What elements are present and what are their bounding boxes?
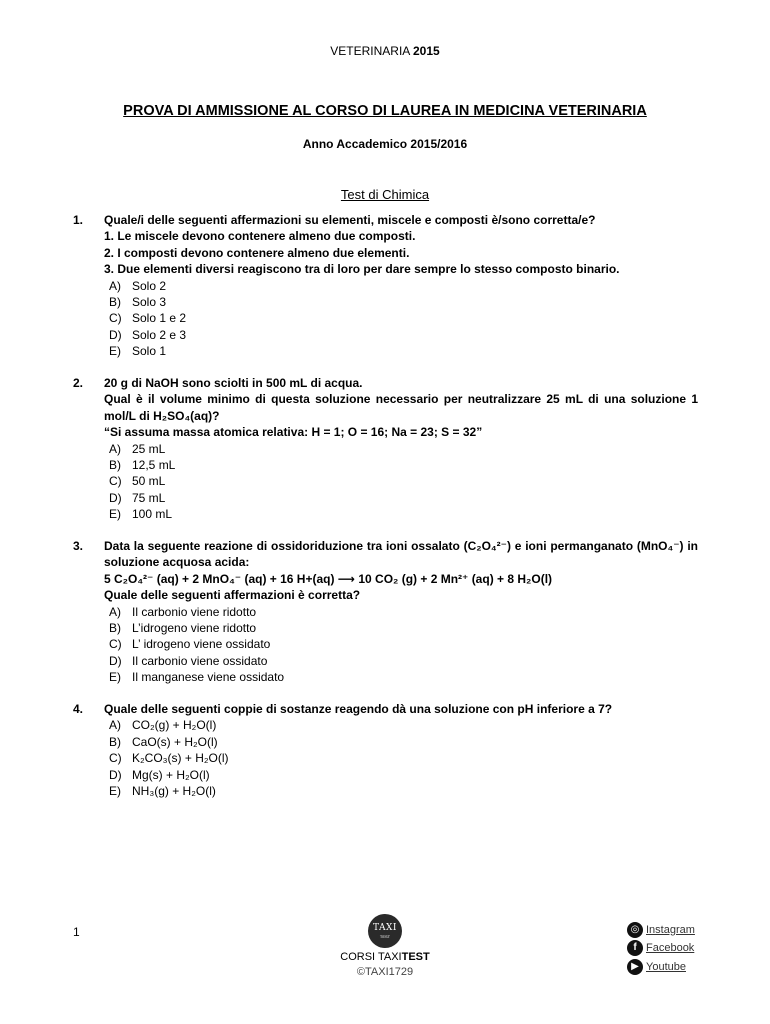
option-letter: C) [109,311,122,326]
option-text: 12,5 mL [132,458,176,473]
answer-option [104,620,698,636]
option-text: L’ idrogeno viene ossidato [132,637,271,652]
question-number: 4. [73,702,84,716]
section-title: Test di Chimica [340,187,430,202]
logo-text: TAXI [373,923,397,933]
question-stem: Qual è il volume minimo di questa soluzione necessario per neutralizzare 25 mL di una soluzione 1 mol/L di H₂SO₄(aq)? [104,392,698,423]
question-stem: 1. Le miscele devono contenere almeno due composti. [104,229,416,244]
option-letter: A) [109,441,121,456]
answer-option [104,669,698,685]
question-stem: Data la seguente reazione di ossidoriduzione tra ioni ossalato (C₂O₄²⁻) e ioni permanganato (MnO₄⁻) in soluzione acquosa acida: [104,539,698,570]
facebook-link[interactable]: Facebook [646,942,695,954]
answer-option [104,750,698,766]
answer-option [104,783,698,799]
answer-option [104,294,698,310]
answer-option [104,506,698,522]
option-text: K₂CO₃(s) + H₂O(l) [132,751,229,766]
option-text: Solo 2 e 3 [132,327,187,342]
answer-option [104,457,698,473]
facebook-icon: f [627,940,643,956]
answer-option [104,734,698,750]
logo-subtext: TEST [379,934,391,939]
question-stem: “Si assuma massa atomica relativa: H = 1; O = 16; Na = 23; S = 32” [104,425,483,440]
question-stem: Quale delle seguenti coppie di sostanze reagendo dà una soluzione con pH inferiore a 7? [104,702,613,716]
option-text: Solo 3 [132,295,167,310]
copyright: ©TAXI1729 [356,966,414,978]
page-title: PROVA DI AMMISSIONE AL CORSO DI LAUREA IN MEDICINA VETERINARIA [123,103,647,119]
option-text: CaO(s) + H₂O(l) [132,734,218,749]
running-header [0,44,770,58]
question-stem: Quale delle seguenti affermazioni è corretta? [104,588,361,603]
question-stem: 2. I composti devono contenere almeno due elementi. [104,245,410,260]
option-letter: C) [109,637,122,652]
answer-option [104,490,698,506]
option-letter: C) [109,751,122,766]
option-letter: D) [109,490,122,505]
answer-option [104,441,698,457]
answer-option [104,717,698,733]
option-letter: C) [109,474,122,489]
answer-option [104,636,698,652]
question-stem: 3. Due elementi diversi reagiscono tra di loro per dare sempre lo stesso composto binario. [104,262,620,277]
option-letter: E) [109,507,121,522]
option-text: 100 mL [132,507,173,522]
question-stem: 20 g di NaOH sono sciolti in 500 mL di acqua. [104,376,363,390]
option-letter: D) [109,327,122,342]
answer-option [104,310,698,326]
option-letter: B) [109,734,121,749]
option-letter: B) [109,621,121,636]
brand-bold: TEST [401,951,430,963]
header-year: 2015 [412,44,440,58]
option-letter: E) [109,344,121,359]
option-letter: A) [109,278,121,293]
option-letter: E) [109,784,121,799]
instagram-icon: ◎ [627,922,643,938]
option-text: CO₂(g) + H₂O(l) [132,718,217,733]
taxi-logo [368,914,402,948]
option-text: 50 mL [132,474,166,489]
academic-year: Anno Accademico 2015/2016 [302,137,468,151]
instagram-link[interactable]: Instagram [646,924,695,936]
answer-option [104,278,698,294]
option-text: Solo 1 e 2 [132,311,187,326]
option-letter: A) [109,718,121,733]
option-letter: A) [109,604,121,619]
youtube-link[interactable]: Youtube [646,961,686,973]
answer-option [104,653,698,669]
option-letter: D) [109,653,122,668]
option-letter: E) [109,670,121,685]
option-letter: D) [109,767,122,782]
option-letter: B) [109,295,121,310]
option-text: Solo 2 [132,278,167,293]
question-number: 1. [73,213,84,227]
answer-option [104,767,698,783]
option-text: Solo 1 [132,344,167,359]
answer-option [104,604,698,620]
option-text: Il carbonio viene ridotto [132,604,257,619]
option-text: 75 mL [132,490,166,505]
question-stem: 5 C₂O₄²⁻ (aq) + 2 MnO₄⁻ (aq) + 16 H+(aq) ⟶ 10 CO₂ (g) + 2 Mn²⁺ (aq) + 8 H₂O(l) [104,571,553,586]
option-text: Mg(s) + H₂O(l) [132,767,210,782]
option-text: L’idrogeno viene ridotto [132,621,257,636]
answer-option [104,473,698,489]
question-stem: Quale/i delle seguenti affermazioni su elementi, miscele e composti è/sono corretta/e? [104,213,596,227]
answer-option [104,343,698,359]
question-number: 2. [73,376,84,390]
option-text: 25 mL [132,441,166,456]
option-letter: B) [109,458,121,473]
youtube-icon: ▶ [627,959,643,975]
page-number: 1 [73,925,80,939]
option-text: Il carbonio viene ossidato [132,653,268,668]
answer-option [104,327,698,343]
header-prefix: VETERINARIA [330,44,413,58]
option-text: Il manganese viene ossidato [132,670,285,685]
brand-prefix: CORSI TAXI [340,951,402,963]
option-text: NH₃(g) + H₂O(l) [132,784,216,799]
question-number: 3. [73,539,84,553]
